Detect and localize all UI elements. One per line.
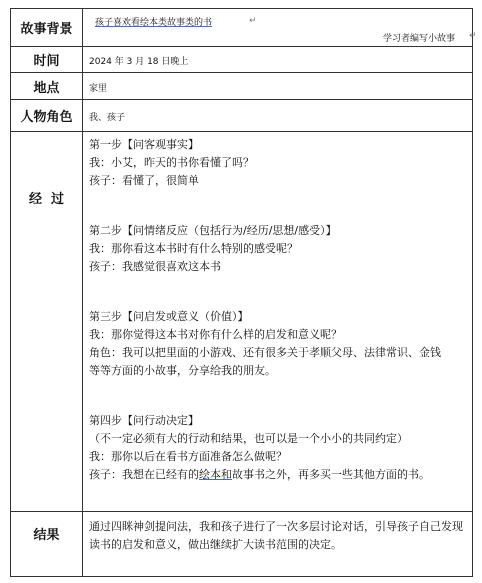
step2-title: 第二步【问情绪反应（包括行为/经历/思想/感受）】 <box>89 224 337 237</box>
place-text: 家里 <box>89 84 108 94</box>
story-table <box>10 8 477 577</box>
row-characters <box>11 99 472 131</box>
label-process: 经 过 <box>11 132 83 511</box>
characters-text: 我、孩子 <box>89 113 126 123</box>
label-time: 时间 <box>11 47 83 72</box>
step4-title: 第四步【问行动决定】 <box>89 414 199 427</box>
step2-line2: 孩子：我感觉很喜欢这本书 <box>89 260 221 273</box>
row-place <box>11 72 472 99</box>
step3-title: 第三步【问启发或意义（价值）】 <box>89 310 249 323</box>
value-background <box>83 9 477 46</box>
step1-title: 第一步【问客观事实】 <box>89 138 199 151</box>
step3-line1: 我：那你觉得这本书对你有什么样的启发和意义呢？ <box>89 328 342 341</box>
step4-line1: （不一定必须有大的行动和结果，也可以是一个小小的共同约定） <box>89 432 408 445</box>
label-characters: 人物角色 <box>11 100 83 131</box>
background-note: 学习者编写小故事 <box>383 34 456 44</box>
label-background: 故事背景 <box>11 9 83 46</box>
step3-line3: 等等方面的小故事，分享给我的朋友。 <box>89 364 276 377</box>
value-place <box>83 73 472 99</box>
paragraph-mark: ↵ <box>249 16 257 26</box>
label-result: 结果 <box>11 512 83 576</box>
step1-line1: 我：小艾，昨天的书你看懂了吗？ <box>89 156 254 169</box>
step4-line3: 孩子：我想在已经有的绘本和故事书之外，再多买一些其他方面的书。 <box>89 468 430 481</box>
value-result <box>83 512 472 576</box>
step2-line1: 我：那你看这本书时有什么特别的感受呢？ <box>89 242 298 255</box>
row-background <box>11 9 477 46</box>
result-text: 通过四眯神剑提问法，我和孩子进行了一次多层讨论对话，引导孩子自己发现读书的启发和意义，做出继续扩大读书范围的决定。 <box>89 520 463 551</box>
paragraph-mark: ↵ <box>469 31 477 41</box>
time-text: 2024 年 3 月 18 日晚上 <box>89 57 189 67</box>
step3-line2: 角色：我可以把里面的小游戏、还有很多关于孝顺父母、法律常识、金钱 <box>89 346 441 359</box>
step4-line2: 我：那你以后在看书方面准备怎么做呢？ <box>89 450 287 463</box>
row-result <box>11 511 472 576</box>
value-characters <box>83 100 472 131</box>
row-process <box>11 131 472 511</box>
label-place: 地点 <box>11 73 83 99</box>
step1-line2: 孩子：看懂了，很简单 <box>89 174 199 187</box>
row-time <box>11 46 472 72</box>
value-time <box>83 47 472 72</box>
background-text: 孩子喜欢看绘本类故事类的书 <box>95 18 213 28</box>
value-process <box>83 132 472 511</box>
